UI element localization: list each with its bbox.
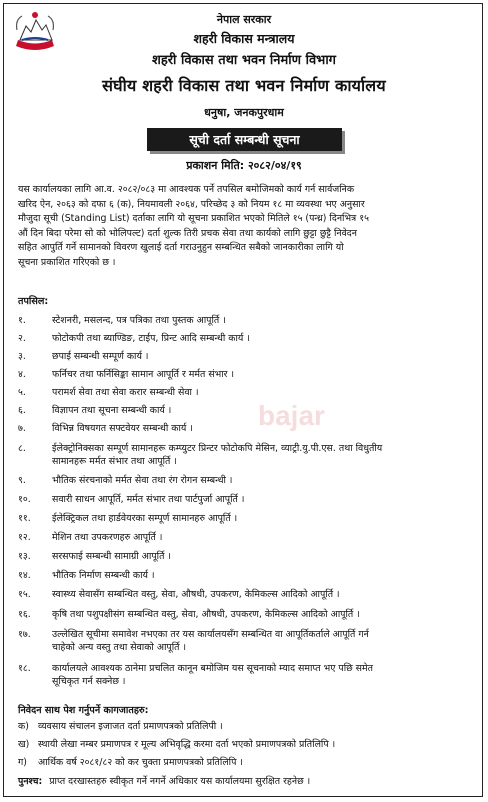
list-item [18,403,476,421]
item-number: १५. [18,589,31,600]
item-text: ईलेक्ट्रोनिक्सका सम्पूर्ण सामानहरू कम्प्युटर प्रिन्टर फोटोकपि मेसिन, व्याट्री.यु.पी.एस. तथा विधुतीय [52,443,383,454]
item-text: कृषि तथा पशुपक्षीसंग सम्बन्धित वस्तु, सेवा, औषधी, उपकरण, केमिकल्स आदिको आपूर्ति । [52,609,360,620]
list-item [18,313,476,331]
doc-number: क) [18,721,29,732]
item-text: चाहेको अन्य वस्तु तथा सेवाको आपूर्ति । [52,642,187,653]
item-number: ४. [18,369,26,380]
item-number: ५. [18,387,26,398]
list-item [18,719,476,737]
tapasil-label: तपसिल: [18,296,49,307]
watermark: bajar [258,400,325,431]
item-number: १३. [18,551,31,562]
doc-text: आर्थिक वर्ष २०८१/८२ को कर चुक्ता प्रमाणपत्रको प्रतिलिपि । [38,757,243,768]
list-item [18,511,476,530]
doc-number: ख) [18,739,30,750]
department-name: शहरी विकास तथा भवन निर्माण विभाग [152,53,336,68]
item-text: सूचिकृत गर्न सक्नेछ । [52,676,126,687]
item-text: कार्यालयले आवश्यक ठानेमा प्रचलित कानून बमोजिम यस सूचनाको म्याद समाप्त भए पछि समेत [52,663,373,674]
item-number: १७. [18,629,31,640]
item-text: स्वास्थ्य सेवासँग सम्बन्धित वस्तु, सेवा, औषधी, उपकरण, केमिकल्स आदिको आपूर्ति । [52,589,340,600]
item-text: फोटोकपी तथा ब्याण्डिङ, टाईप, प्रिन्ट आदि सम्बन्धी कार्य । [52,333,250,344]
postscript [18,774,310,787]
item-text: सामानहरू मर्मत संभार तथा आपूर्ति । [52,456,177,467]
item-text: भौतिक संरचनाको मर्मत सेवा तथा रंग रोगन सम्बन्धी । [52,475,233,486]
item-text: स्टेशनरी, मसलन्द, पत्र पत्रिका तथा पुस्तक आपूर्ति । [52,315,226,326]
intro-line: खरिद ऐन, २०६३ को दफा ६ (क), नियमावली २०६४, परिच्छेद ३ को नियम १८ मा व्यवस्था भए अनुसार [18,198,365,210]
postscript-text: प्राप्त दरखास्तहरु स्वीकृत गर्ने नगर्ने अधिकार यस कार्यालयमा सुरक्षित रहनेछ । [49,776,311,787]
intro-line: औं दिन बिदा परेमा सो को भोलिपल्ट) दर्ता शुल्क तिरी प्रचक सेवा तथा कार्यको लागि छुट्टा छुट्टै निवेदन [18,227,357,239]
office-address: धनुषा, जनकपुरधाम [204,106,284,119]
intro-line: सहित आपुर्ति गर्ने सामानको विवरण खुलाई दर्ता गराउनुहुन सम्बन्धित सबैको जानकारीका लागि यो [18,242,344,253]
intro-line: मौजुदा सूची (Standing List) दर्ताका लागि यो सूचना प्रकाशित भएको मितिले १५ (पन्ध्र) दिनभित्र १५ [18,213,369,224]
item-text: विभिन्न विषयगत सफ्टवेयर सम्बन्धी कार्य । [52,423,193,434]
item-number: १८. [18,663,31,674]
list-item [18,755,476,773]
item-number: १०. [18,494,31,505]
item-number: २. [18,333,26,344]
item-number: ७. [18,423,26,434]
item-text: फर्निचर तथा फर्निसिङ्का सामान आपूर्ति र मर्मत संभार । [52,369,235,380]
list-item [18,367,476,385]
item-number: ११. [18,513,31,524]
item-text: उल्लेखित सूचीमा समावेश नभएका तर यस कार्यालयसँग सम्बन्धित वा आपूर्तिकर्ताले आपूर्ति गर्न [52,629,369,640]
item-number: ३. [18,351,26,362]
list-item [18,627,476,661]
doc-text: स्थायी लेखा नम्बर प्रमाणपत्र र मूल्य अभिवृद्धि करमा दर्ता भएको प्रमाणपत्रको प्रतिलिपि । [38,739,336,750]
item-text: सरसफाई सम्बन्धी सामाग्री आपूर्ति । [52,551,171,562]
publish-date: प्रकाशन मिति: २०८२/०४/१९ [186,159,302,172]
item-number: ८. [18,443,26,454]
documents-list [18,719,476,773]
list-item [18,421,476,441]
list-item [18,661,476,693]
list-item [18,587,476,607]
postscript-label: पुनश्च: [18,776,43,787]
notice-title-banner: सूची दर्ता सम्बन्धी सूचना [147,128,342,151]
item-text: भौतिक निर्माण सम्बन्धी कार्य । [52,570,155,581]
list-item [18,385,476,403]
item-text: ईलेक्ट्रिकल तथा हार्डवेयरका सम्पूर्ण सामानहरु आपूर्ति । [52,513,238,524]
list-item [18,331,476,349]
doc-text: व्यवसाय संचालन इजाजत दर्ता प्रमाणपत्रको प्रतिलिपी । [38,721,223,732]
item-number: १४. [18,570,31,581]
list-item [18,473,476,492]
item-number: १२. [18,532,31,543]
intro-line: यस कार्यालयका लागि आ.व. २०८२/०८३ मा आवश्यक पर्ने तपसिल बमोजिमको कार्य गर्न सार्वजनिक [18,184,355,195]
item-text: सवारी साधन आपूर्ति, मर्मत संभार तथा पार्टपुर्जा आपूर्ति । [52,494,245,505]
item-text: परामर्श सेवा तथा सेवा करार सम्बन्धी सेवा । [52,387,199,398]
list-item [18,530,476,549]
item-text: मेशिन तथा उपकरणहरु आपूर्ति । [52,532,163,543]
list-item [18,568,476,587]
doc-number: ग) [18,757,27,768]
documents-label: निवेदन साथ पेश गर्नुपर्ने कागजातहरु: [18,705,149,716]
list-item [18,549,476,568]
list-item [18,737,476,755]
list-item [18,349,476,367]
list-item [18,607,476,627]
government-name: नेपाल सरकार [216,13,272,26]
item-text: छपाई सम्बन्धी सम्पूर्ण कार्य । [52,351,149,362]
list-item [18,441,476,473]
list-item [18,492,476,511]
ministry-name: शहरी विकास मन्त्रालय [193,31,295,46]
item-list [18,313,476,693]
intro-line: सूचना प्रकाशित गरिएको छ । [18,256,116,268]
intro-paragraph [18,183,473,270]
item-text: विज्ञापन तथा सूचना सम्बन्धी कार्य । [52,405,172,416]
item-number: ६. [18,405,26,416]
office-name: संघीय शहरी विकास तथा भवन निर्माण कार्यालय [102,76,386,95]
item-number: ९. [18,475,26,486]
item-number: १६. [18,609,31,620]
item-number: १. [18,315,26,326]
